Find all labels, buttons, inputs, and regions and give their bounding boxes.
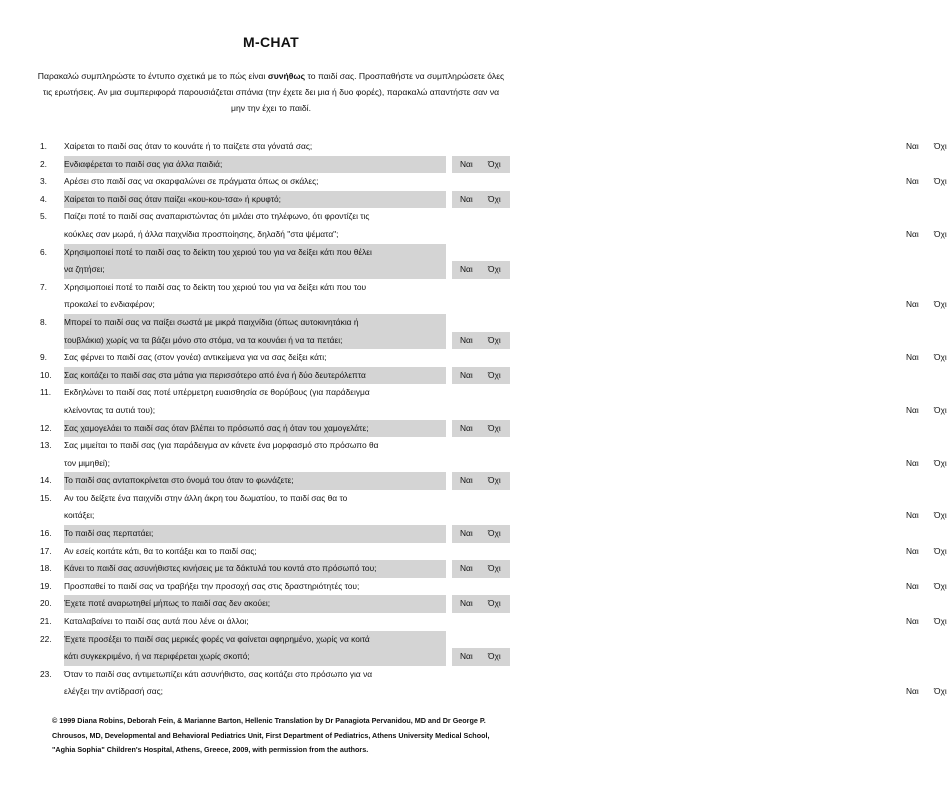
answer-options bbox=[446, 578, 947, 596]
question-text bbox=[64, 279, 446, 314]
answer-yes-option[interactable]: Ναι bbox=[460, 651, 473, 662]
question-text-line: Σας κοιτάζει το παιδί σας στα μάτια για περισσότερο από ένα ή δύο δευτερόλεπτα bbox=[64, 367, 446, 385]
answer-yes-option[interactable]: Ναι bbox=[906, 228, 919, 239]
question-number: 17. bbox=[40, 545, 52, 556]
question-text bbox=[64, 666, 446, 701]
question-number: 21. bbox=[40, 616, 52, 627]
question-text bbox=[64, 490, 446, 525]
intro-text-end: το παιδί σας. Προσπαθήστε να συμπληρώσετε όλες τις ερωτήσεις. Αν μια συμπεριφορά παρουσιάζεται σπάνια (την έχετε δει μια ή δυο φορές), παρακαλώ απαντήστε σαν να μην την έχει το παιδί. bbox=[42, 71, 505, 113]
answer-yes-option[interactable]: Ναι bbox=[906, 580, 919, 591]
question-text bbox=[64, 349, 446, 367]
answer-no-option[interactable]: Όχι bbox=[934, 141, 947, 151]
question-row bbox=[0, 191, 542, 209]
answer-yes-option[interactable]: Ναι bbox=[906, 299, 919, 310]
question-number: 18. bbox=[40, 563, 52, 574]
question-text-line: Σας χαμογελάει το παιδί σας όταν βλέπει το πρόσωπό σας ή όταν του χαμογελάτε; bbox=[64, 420, 446, 438]
question-row bbox=[0, 613, 947, 631]
answer-options bbox=[452, 648, 510, 666]
question-row bbox=[0, 595, 542, 613]
answer-options bbox=[452, 472, 510, 490]
question-row bbox=[0, 173, 947, 191]
answer-options bbox=[452, 525, 510, 543]
question-text-line: Παίζει ποτέ το παιδί σας αναπαριστώντας ότι μιλάει στο τηλέφωνο, ότι φροντίζει τις bbox=[64, 211, 370, 222]
question-text-line: Χρησιμοποιεί ποτέ το παιδί σας το δείκτη του χεριού του για να δείξει κάτι που θέλει bbox=[64, 244, 446, 262]
answer-yes-option[interactable]: Ναι bbox=[906, 404, 919, 415]
answer-no-option[interactable]: Όχι bbox=[934, 228, 947, 239]
question-number: 20. bbox=[40, 598, 52, 609]
answer-no-option[interactable]: Όχι bbox=[934, 352, 947, 363]
question-row bbox=[0, 384, 947, 419]
questions-list bbox=[0, 138, 947, 701]
question-text-line: Σας φέρνει το παιδί σας (στον γονέα) αντικείμενα για να σας δείξει κάτι; bbox=[64, 352, 327, 363]
answer-no-option[interactable]: Όχι bbox=[488, 193, 501, 204]
question-text-line: Μπορεί το παιδί σας να παίξει σωστά με μικρά παιχνίδια (όπως αυτοκινητάκια ή bbox=[64, 314, 446, 332]
answer-yes-option[interactable]: Ναι bbox=[460, 193, 473, 204]
answer-yes-option[interactable]: Ναι bbox=[460, 264, 473, 275]
question-text bbox=[64, 631, 446, 666]
answer-no-option[interactable]: Όχι bbox=[934, 616, 947, 627]
question-text bbox=[64, 138, 446, 156]
question-text bbox=[64, 595, 446, 613]
question-row bbox=[0, 244, 542, 279]
question-number: 2. bbox=[40, 158, 47, 169]
question-text-line: Σας μιμείται το παιδί σας (για παράδειγμα αν κάνετε ένα μορφασμό στο πρόσωπο θα bbox=[64, 440, 379, 451]
answer-yes-option[interactable]: Ναι bbox=[906, 686, 919, 697]
question-text-line: τουβλάκια) χωρίς να τα βάζει μόνο στο στόμα, να τα κουνάει ή να τα πετάει; bbox=[64, 332, 446, 350]
question-text bbox=[64, 191, 446, 209]
question-text bbox=[64, 314, 446, 349]
intro-paragraph bbox=[36, 68, 506, 116]
question-number: 19. bbox=[40, 580, 52, 591]
answer-no-option[interactable]: Όχι bbox=[488, 264, 501, 275]
question-text-line: Καταλαβαίνει το παιδί σας αυτά που λένε οι άλλοι; bbox=[64, 616, 249, 627]
question-number: 10. bbox=[40, 369, 52, 380]
question-number: 16. bbox=[40, 528, 52, 539]
answer-no-option[interactable]: Όχι bbox=[488, 422, 501, 433]
answer-yes-option[interactable]: Ναι bbox=[906, 616, 919, 627]
answer-no-option[interactable]: Όχι bbox=[934, 299, 947, 310]
question-text bbox=[64, 613, 446, 631]
answer-options bbox=[452, 261, 510, 279]
answer-yes-option[interactable]: Ναι bbox=[460, 528, 473, 539]
question-number: 12. bbox=[40, 422, 52, 433]
answer-options bbox=[446, 402, 947, 420]
question-number: 3. bbox=[40, 176, 47, 187]
question-text-line: τον μιμηθεί); bbox=[64, 457, 110, 468]
answer-no-option[interactable]: Όχι bbox=[488, 651, 501, 662]
question-number: 23. bbox=[40, 668, 52, 679]
question-text-line: Χρησιμοποιεί ποτέ το παιδί σας το δείκτη του χεριού του για να δείξει κάτι που του bbox=[64, 281, 367, 292]
answer-yes-option[interactable]: Ναι bbox=[460, 475, 473, 486]
answer-no-option[interactable]: Όχι bbox=[488, 158, 501, 169]
intro-text-bold: συνήθως bbox=[267, 71, 306, 81]
question-row bbox=[0, 314, 542, 349]
question-text-line: να ζητήσει; bbox=[64, 261, 446, 279]
question-row bbox=[0, 420, 542, 438]
question-text bbox=[64, 244, 446, 279]
answer-options bbox=[446, 455, 947, 473]
question-text-line: Προσπαθεί το παιδί σας να τραβήξει την προσοχή σας στις δραστηριότητές του; bbox=[64, 580, 360, 591]
question-number: 14. bbox=[40, 475, 52, 486]
answer-options bbox=[452, 420, 510, 438]
question-number: 6. bbox=[40, 246, 47, 257]
answer-options bbox=[446, 226, 947, 244]
answer-options bbox=[446, 173, 947, 191]
question-number: 9. bbox=[40, 352, 47, 363]
question-number: 15. bbox=[40, 492, 52, 503]
answer-options bbox=[446, 349, 947, 367]
page-title: M-CHAT bbox=[243, 34, 299, 50]
question-row bbox=[0, 138, 947, 156]
question-text-line: κοιτάξει; bbox=[64, 510, 95, 521]
question-text bbox=[64, 367, 446, 385]
question-number: 8. bbox=[40, 316, 47, 327]
answer-yes-option[interactable]: Ναι bbox=[460, 598, 473, 609]
question-text-line: Χαίρεται το παιδί σας όταν το κουνάτε ή το παίζετε στα γόνατά σας; bbox=[64, 141, 313, 151]
answer-options bbox=[446, 613, 947, 631]
question-row bbox=[0, 666, 947, 701]
question-row bbox=[0, 490, 947, 525]
answer-no-option[interactable]: Όχι bbox=[488, 334, 501, 345]
question-row bbox=[0, 156, 542, 174]
answer-options bbox=[446, 543, 947, 561]
question-text-line: Κάνει το παιδί σας ασυνήθιστες κινήσεις με τα δάκτυλά του κοντά στο πρόσωπό του; bbox=[64, 560, 446, 578]
question-text-line: Αρέσει στο παιδί σας να σκαρφαλώνει σε πράγματα όπως οι σκάλες; bbox=[64, 176, 319, 187]
intro-text-start: Παρακαλώ συμπληρώστε το έντυπο σχετικά με το πώς είναι bbox=[37, 71, 268, 81]
answer-options bbox=[452, 156, 510, 174]
answer-yes-option[interactable]: Ναι bbox=[460, 422, 473, 433]
question-text bbox=[64, 472, 446, 490]
answer-no-option[interactable]: Όχι bbox=[934, 176, 947, 187]
question-number: 1. bbox=[40, 141, 47, 151]
question-row bbox=[0, 367, 542, 385]
question-text-line: Έχετε προσέξει το παιδί σας μερικές φορές να φαίνεται αφηρημένο, χωρίς να κοιτά bbox=[64, 631, 446, 649]
question-row bbox=[0, 525, 542, 543]
answer-no-option[interactable]: Όχι bbox=[934, 457, 947, 468]
question-text-line: κλείνοντας τα αυτιά του); bbox=[64, 404, 156, 415]
question-text-line: Χαίρεται το παιδί σας όταν παίζει «κου-κου-τσα» ή κρυφτό; bbox=[64, 191, 446, 209]
question-text-line: Όταν το παιδί σας αντιμετωπίζει κάτι ασυνήθιστο, σας κοιτάζει στο πρόσωπο για να bbox=[64, 668, 373, 679]
question-number: 22. bbox=[40, 633, 52, 644]
question-row bbox=[0, 543, 947, 561]
question-text-line: προκαλεί το ενδιαφέρον; bbox=[64, 299, 155, 310]
question-text bbox=[64, 543, 446, 561]
question-text-line: Ενδιαφέρεται το παιδί σας για άλλα παιδιά; bbox=[64, 156, 446, 174]
question-text bbox=[64, 560, 446, 578]
answer-options bbox=[446, 507, 947, 525]
answer-options bbox=[452, 560, 510, 578]
answer-yes-option[interactable]: Ναι bbox=[460, 369, 473, 380]
answer-yes-option[interactable]: Ναι bbox=[906, 510, 919, 521]
answer-no-option[interactable]: Όχι bbox=[488, 563, 501, 574]
question-row bbox=[0, 472, 542, 490]
answer-no-option[interactable]: Όχι bbox=[934, 545, 947, 556]
answer-yes-option[interactable]: Ναι bbox=[460, 563, 473, 574]
answer-yes-option[interactable]: Ναι bbox=[460, 334, 473, 345]
question-row bbox=[0, 349, 947, 367]
answer-no-option[interactable]: Όχι bbox=[488, 475, 501, 486]
answer-yes-option[interactable]: Ναι bbox=[906, 457, 919, 468]
answer-no-option[interactable]: Όχι bbox=[488, 528, 501, 539]
question-text-line: Εκδηλώνει το παιδί σας ποτέ υπέρμετρη ευαισθησία σε θορύβους (για παράδειγμα bbox=[64, 387, 370, 398]
question-text bbox=[64, 384, 446, 419]
answer-options bbox=[452, 191, 510, 209]
question-text-line: Έχετε ποτέ αναρωτηθεί μήπως το παιδί σας δεν ακούει; bbox=[64, 595, 446, 613]
question-row bbox=[0, 578, 947, 596]
question-row bbox=[0, 631, 542, 666]
answer-options bbox=[446, 683, 947, 701]
question-number: 5. bbox=[40, 211, 47, 222]
question-row bbox=[0, 437, 947, 472]
question-text-line: κάτι συγκεκριμένο, ή να περιφέρεται χωρίς σκοπό; bbox=[64, 648, 446, 666]
question-text bbox=[64, 208, 446, 243]
answer-yes-option[interactable]: Ναι bbox=[906, 545, 919, 556]
question-text bbox=[64, 420, 446, 438]
question-text bbox=[64, 578, 446, 596]
copyright-footer: © 1999 Diana Robins, Deborah Fein, & Marianne Barton, Hellenic Translation by Dr Panagiota Pervanidou, MD and Dr George P. Chrousos, MD, Developmental and Behavioral Pediatrics Unit, First Department of Pediatrics, Athens University Medical School, "Aghia Sophia" Children's Hospital, Athens, Greece, 2009, with permission from the authors. bbox=[52, 716, 490, 755]
answer-no-option[interactable]: Όχι bbox=[488, 369, 501, 380]
answer-options bbox=[446, 138, 947, 156]
question-text bbox=[64, 437, 446, 472]
answer-yes-option[interactable]: Ναι bbox=[906, 141, 919, 151]
question-row bbox=[0, 208, 947, 243]
question-text-line: Αν εσείς κοιτάτε κάτι, θα το κοιτάξει και το παιδί σας; bbox=[64, 545, 257, 556]
question-number: 11. bbox=[40, 387, 52, 398]
question-text bbox=[64, 156, 446, 174]
answer-no-option[interactable]: Όχι bbox=[934, 404, 947, 415]
question-number: 7. bbox=[40, 281, 47, 292]
question-row bbox=[0, 560, 542, 578]
answer-options bbox=[452, 367, 510, 385]
question-number: 13. bbox=[40, 440, 52, 451]
question-text-line: Αν του δείξετε ένα παιχνίδι στην άλλη άκρη του δωματίου, το παιδί σας θα το bbox=[64, 492, 348, 503]
question-text-line: Το παιδί σας ανταποκρίνεται στο όνομά του όταν το φωνάζετε; bbox=[64, 472, 446, 490]
question-number: 4. bbox=[40, 193, 47, 204]
answer-yes-option[interactable]: Ναι bbox=[460, 158, 473, 169]
answer-no-option[interactable]: Όχι bbox=[934, 510, 947, 521]
question-text-line: ελέγξει την αντίδρασή σας; bbox=[64, 686, 163, 697]
answer-options bbox=[452, 595, 510, 613]
question-text bbox=[64, 525, 446, 543]
answer-no-option[interactable]: Όχι bbox=[934, 580, 947, 591]
answer-no-option[interactable]: Όχι bbox=[934, 686, 947, 697]
answer-options bbox=[452, 332, 510, 350]
answer-options bbox=[446, 296, 947, 314]
question-text bbox=[64, 173, 446, 191]
answer-yes-option[interactable]: Ναι bbox=[906, 176, 919, 187]
question-text-line: Το παιδί σας περπατάει; bbox=[64, 525, 446, 543]
answer-no-option[interactable]: Όχι bbox=[488, 598, 501, 609]
question-row bbox=[0, 279, 947, 314]
question-text-line: κούκλες σαν μωρά, ή άλλα παιχνίδια προσποίησης, δηλαδή "στα ψέματα"; bbox=[64, 228, 339, 239]
answer-yes-option[interactable]: Ναι bbox=[906, 352, 919, 363]
